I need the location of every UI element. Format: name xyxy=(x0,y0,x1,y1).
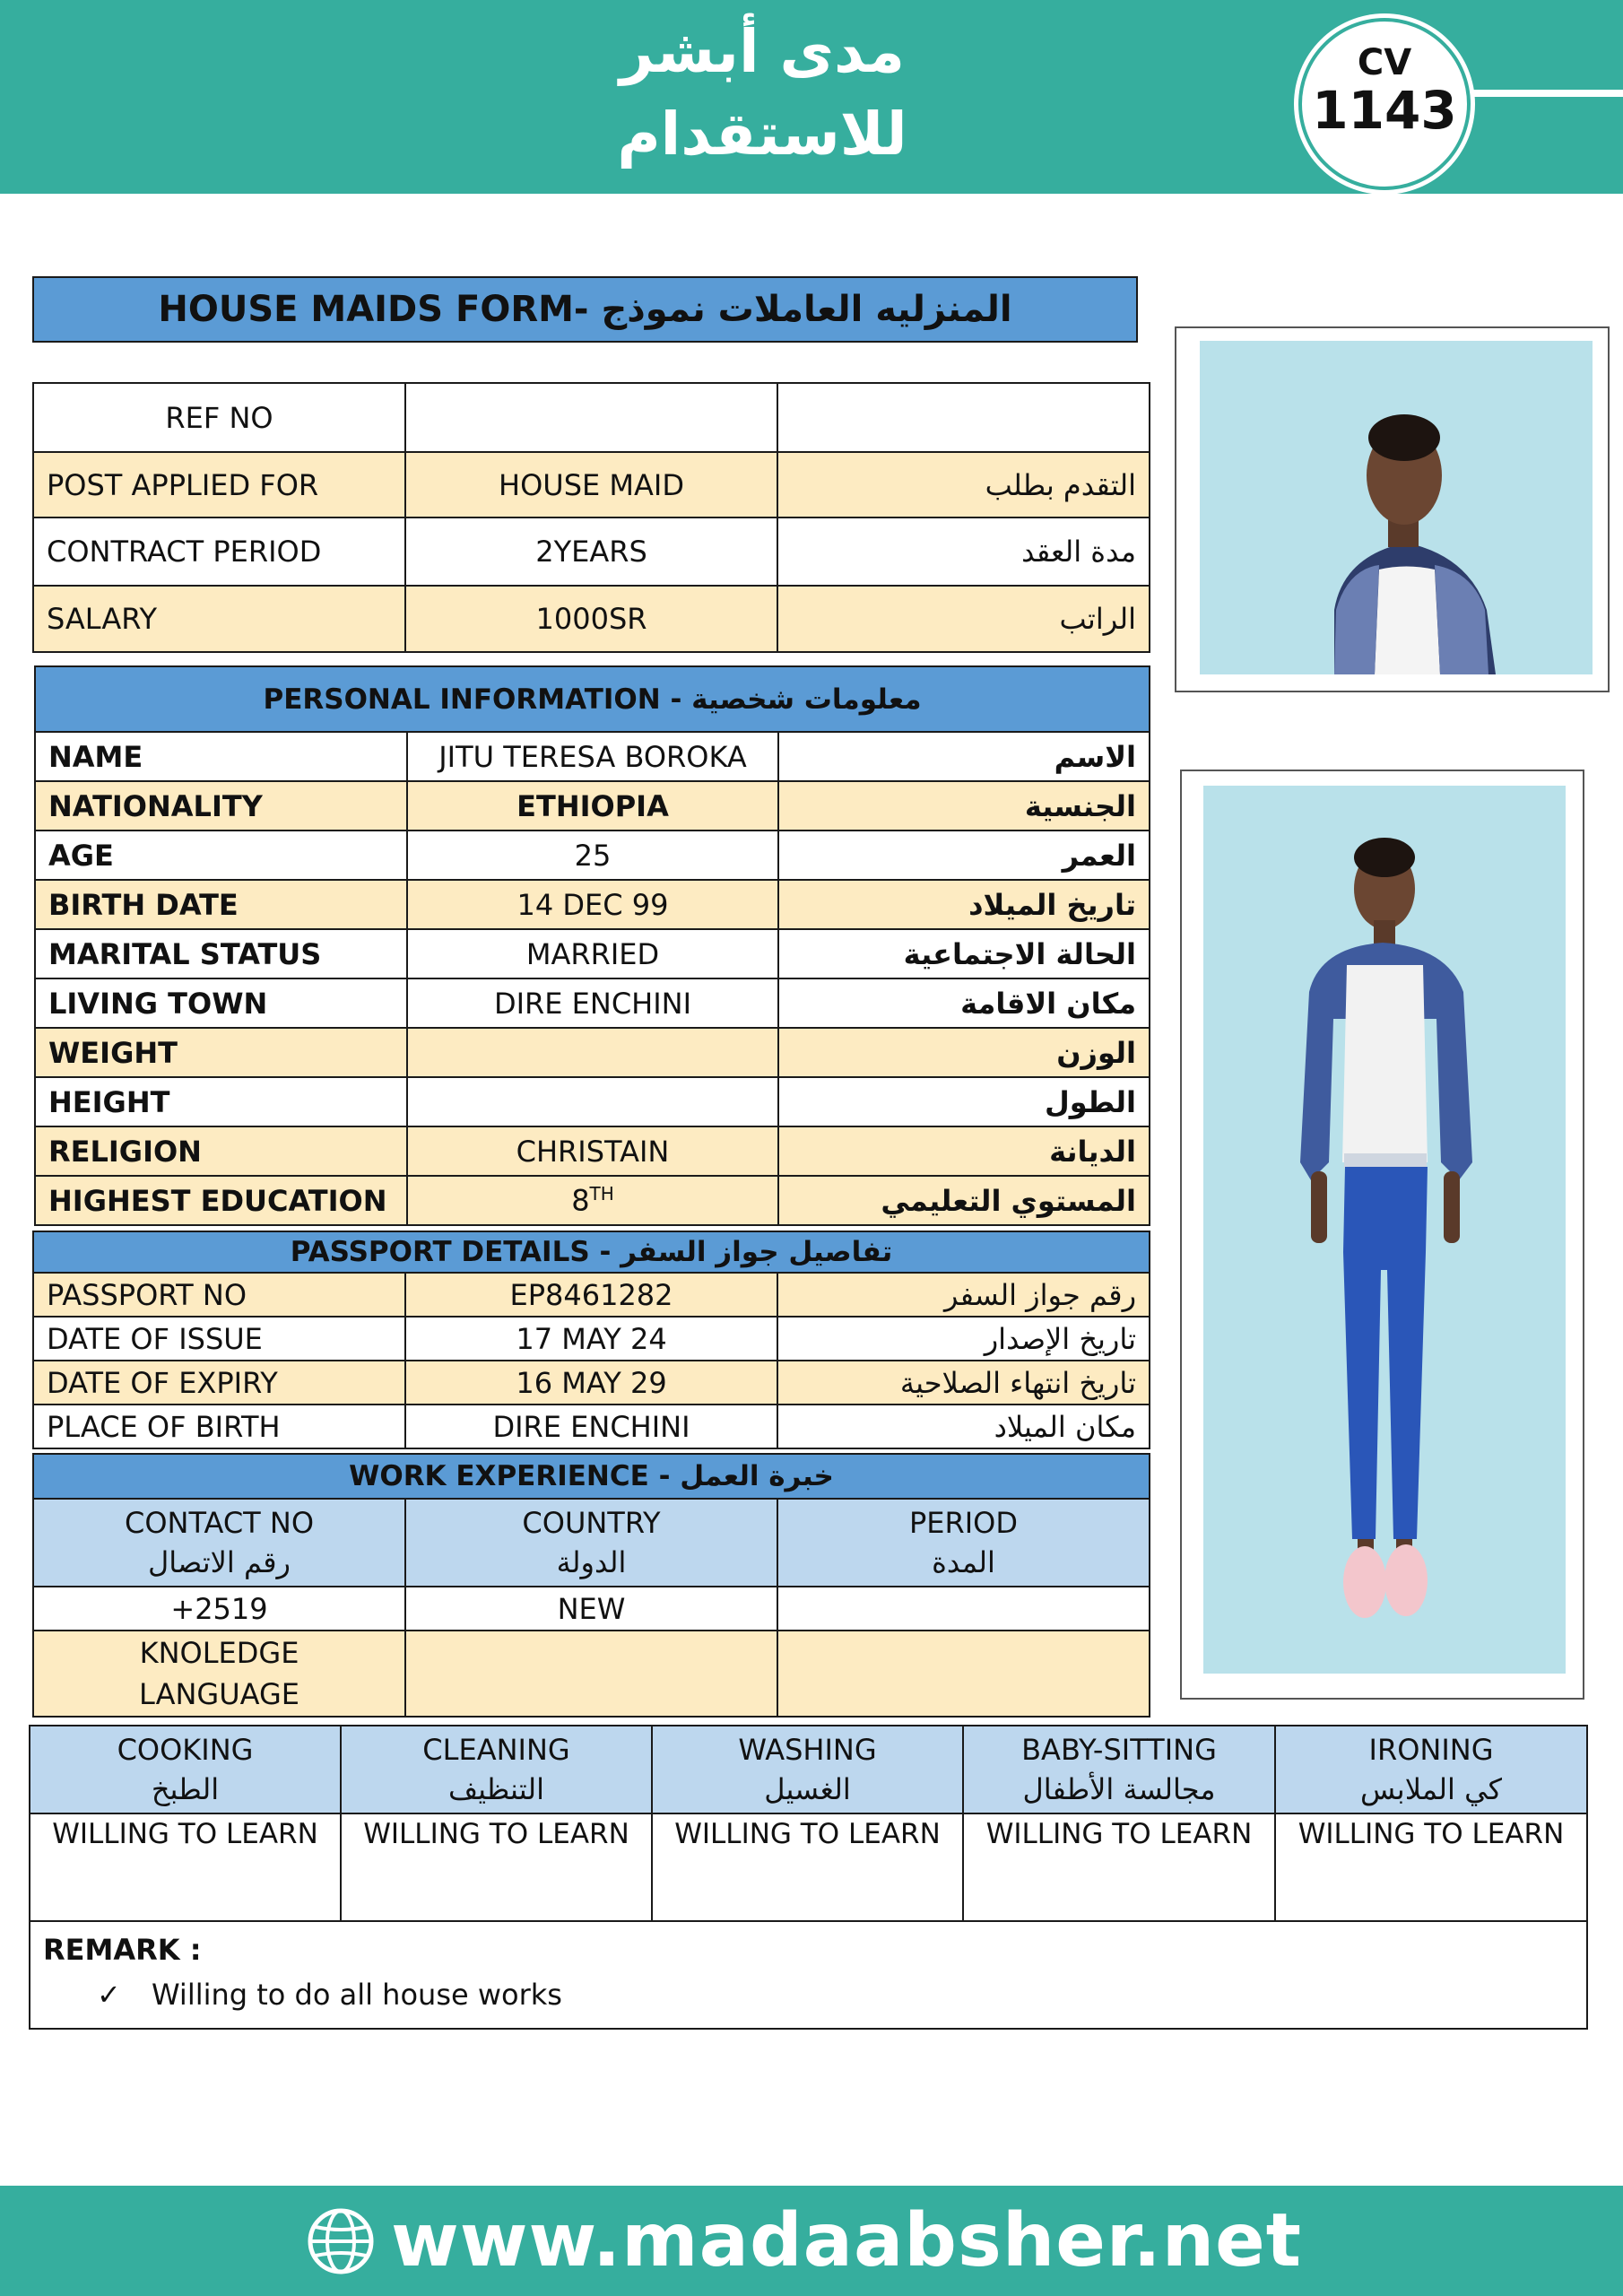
nationality-value: ETHIOPIA xyxy=(407,781,778,831)
remark-text: Willing to do all house works xyxy=(151,1978,562,2012)
skill-cleaning-ar: التنظيف xyxy=(448,1772,544,1806)
living-town-label-ar: مكان الاقامة xyxy=(778,978,1150,1028)
country-value: NEW xyxy=(405,1587,777,1631)
ref-no-label-ar xyxy=(777,383,1150,452)
skill-ironing-header xyxy=(1275,1726,1587,1813)
marital-status-label-ar: الحالة الاجتماعية xyxy=(778,929,1150,978)
skill-babysitting-ar: مجالسة الأطفال xyxy=(1022,1772,1216,1806)
date-of-issue-label: DATE OF ISSUE xyxy=(33,1317,405,1361)
education-value-number: 8 xyxy=(571,1183,590,1218)
contract-period-label-ar: مدة العقد xyxy=(777,517,1150,586)
name-label-ar: الاسم xyxy=(778,732,1150,781)
ref-no-value xyxy=(405,383,777,452)
table-row xyxy=(35,666,1150,732)
marital-status-label: MARITAL STATUS xyxy=(35,929,407,978)
skill-washing-ar: الغسيل xyxy=(764,1772,851,1806)
table-row xyxy=(35,732,1150,781)
remark-row xyxy=(30,1921,1587,2029)
salary-value: 1000SR xyxy=(405,586,777,652)
height-label: HEIGHT xyxy=(35,1077,407,1126)
name-label: NAME xyxy=(35,732,407,781)
table-row xyxy=(33,1405,1150,1448)
ref-no-label: REF NO xyxy=(33,383,405,452)
table-row xyxy=(35,781,1150,831)
contact-no-header xyxy=(33,1499,405,1587)
place-of-birth-value: DIRE ENCHINI xyxy=(405,1405,777,1448)
table-row xyxy=(33,1587,1150,1631)
skill-cooking-status: WILLING TO LEARN xyxy=(30,1813,341,1921)
date-of-expiry-value: 16 MAY 29 xyxy=(405,1361,777,1405)
date-of-issue-value: 17 MAY 24 xyxy=(405,1317,777,1361)
table-row xyxy=(35,831,1150,880)
height-value xyxy=(407,1077,778,1126)
skill-cleaning-status: WILLING TO LEARN xyxy=(341,1813,652,1921)
table-row xyxy=(33,1361,1150,1405)
table-row xyxy=(35,1028,1150,1077)
brand-line-1: مدى أبشر xyxy=(619,17,906,86)
remark-title: REMARK : xyxy=(43,1933,202,1967)
checkmark-icon: ✓ xyxy=(97,1978,121,2012)
skill-cooking-header xyxy=(30,1726,341,1813)
place-of-birth-label-ar: مكان الميلاد xyxy=(777,1405,1150,1448)
country-header-ar: الدولة xyxy=(556,1545,627,1579)
skill-washing-header xyxy=(652,1726,963,1813)
skill-ironing-en: IRONING xyxy=(1368,1733,1494,1767)
table-row xyxy=(33,1231,1150,1273)
education-label-ar: المستوي التعليمي xyxy=(778,1176,1150,1225)
living-town-value: DIRE ENCHINI xyxy=(407,978,778,1028)
religion-label-ar: الديانة xyxy=(778,1126,1150,1176)
passport-table xyxy=(32,1231,1150,1449)
cv-label: CV xyxy=(1357,42,1412,83)
table-row xyxy=(33,1273,1150,1317)
education-value xyxy=(407,1176,778,1225)
language-value xyxy=(777,1631,1150,1717)
work-experience-table xyxy=(32,1453,1150,1718)
table-row xyxy=(30,1813,1587,1921)
place-of-birth-label: PLACE OF BIRTH xyxy=(33,1405,405,1448)
skill-cleaning-header xyxy=(341,1726,652,1813)
birth-date-label: BIRTH DATE xyxy=(35,880,407,929)
full-body-photo xyxy=(1180,770,1584,1700)
application-table xyxy=(32,382,1150,653)
post-applied-value: HOUSE MAID xyxy=(405,452,777,517)
country-header-en: COUNTRY xyxy=(522,1506,661,1540)
education-value-suffix: TH xyxy=(589,1183,614,1205)
table-row xyxy=(33,1317,1150,1361)
brand-line-2: للاستقدام xyxy=(617,100,907,169)
birth-date-label-ar: تاريخ الميلاد xyxy=(778,880,1150,929)
form-title: HOUSE MAIDS FORM- المنزليه العاملات نموذج xyxy=(32,276,1138,343)
table-row xyxy=(33,517,1150,586)
table-row xyxy=(35,978,1150,1028)
knowledge-label-line1: KNOLEDGE xyxy=(139,1636,299,1670)
brand-name xyxy=(502,13,1022,178)
skill-babysitting-header xyxy=(963,1726,1275,1813)
skill-babysitting-en: BABY-SITTING xyxy=(1021,1733,1217,1767)
table-row xyxy=(35,1176,1150,1225)
table-row xyxy=(35,880,1150,929)
header-bar xyxy=(0,0,1623,194)
birth-date-value: 14 DEC 99 xyxy=(407,880,778,929)
knowledge-language-label xyxy=(33,1631,405,1717)
period-header-en: PERIOD xyxy=(908,1506,1018,1540)
passport-no-label-ar: رقم جواز السفر xyxy=(777,1273,1150,1317)
nationality-label: NATIONALITY xyxy=(35,781,407,831)
contact-no-header-en: CONTACT NO xyxy=(124,1506,315,1540)
work-experience-heading: WORK EXPERIENCE - خبرة العمل xyxy=(33,1454,1150,1499)
education-label: HIGHEST EDUCATION xyxy=(35,1176,407,1225)
skill-washing-status: WILLING TO LEARN xyxy=(652,1813,963,1921)
period-header xyxy=(777,1499,1150,1587)
weight-label: WEIGHT xyxy=(35,1028,407,1077)
skill-ironing-status: WILLING TO LEARN xyxy=(1275,1813,1587,1921)
knowledge-value xyxy=(405,1631,777,1717)
footer-bar xyxy=(0,2186,1623,2296)
weight-value xyxy=(407,1028,778,1077)
table-row xyxy=(33,1454,1150,1499)
full-body-photo-image xyxy=(1203,786,1566,1674)
person-portrait-icon xyxy=(1200,341,1593,674)
personal-info-table xyxy=(34,665,1150,1226)
passport-no-value: EP8461282 xyxy=(405,1273,777,1317)
personal-info-heading: PERSONAL INFORMATION - معلومات شخصية xyxy=(35,666,1150,732)
remark-item xyxy=(43,1972,1574,2017)
knowledge-label-line2: LANGUAGE xyxy=(139,1677,299,1711)
period-value xyxy=(777,1587,1150,1631)
age-label: AGE xyxy=(35,831,407,880)
date-of-expiry-label-ar: تاريخ انتهاء الصلاحية xyxy=(777,1361,1150,1405)
cv-number: 1143 xyxy=(1312,80,1457,141)
person-full-body-icon xyxy=(1203,786,1566,1674)
religion-label: RELIGION xyxy=(35,1126,407,1176)
contract-period-label: CONTRACT PERIOD xyxy=(33,517,405,586)
contact-no-value: +2519 xyxy=(33,1587,405,1631)
skill-washing-en: WASHING xyxy=(738,1733,877,1767)
religion-value: CHRISTAIN xyxy=(407,1126,778,1176)
skill-babysitting-status: WILLING TO LEARN xyxy=(963,1813,1275,1921)
age-value: 25 xyxy=(407,831,778,880)
post-applied-label: POST APPLIED FOR xyxy=(33,452,405,517)
date-of-issue-label-ar: تاريخ الإصدار xyxy=(777,1317,1150,1361)
contact-no-header-ar: رقم الاتصال xyxy=(147,1545,291,1579)
age-label-ar: العمر xyxy=(778,831,1150,880)
globe-icon xyxy=(305,2205,377,2277)
period-header-ar: المدة xyxy=(932,1545,995,1579)
website-link[interactable]: www.madaabsher.net xyxy=(391,2198,1302,2283)
marital-status-value: MARRIED xyxy=(407,929,778,978)
contract-period-value: 2YEARS xyxy=(405,517,777,586)
post-applied-label-ar: التقدم بطلب xyxy=(777,452,1150,517)
skills-table xyxy=(29,1725,1588,2030)
height-label-ar: الطول xyxy=(778,1077,1150,1126)
table-row xyxy=(33,383,1150,452)
passport-no-label: PASSPORT NO xyxy=(33,1273,405,1317)
table-row xyxy=(33,586,1150,652)
salary-label-ar: الراتب xyxy=(777,586,1150,652)
skill-ironing-ar: كي الملابس xyxy=(1359,1772,1502,1806)
table-row xyxy=(30,1726,1587,1813)
name-value: JITU TERESA BOROKA xyxy=(407,732,778,781)
salary-label: SALARY xyxy=(33,586,405,652)
table-row xyxy=(33,1631,1150,1717)
country-header xyxy=(405,1499,777,1587)
table-row xyxy=(35,929,1150,978)
passport-heading: PASSPORT DETAILS - تفاصيل جواز السفر xyxy=(33,1231,1150,1273)
table-row xyxy=(33,1499,1150,1587)
skill-cooking-en: COOKING xyxy=(117,1733,254,1767)
nationality-label-ar: الجنسية xyxy=(778,781,1150,831)
weight-label-ar: الوزن xyxy=(778,1028,1150,1077)
portrait-photo xyxy=(1175,326,1610,692)
table-row xyxy=(35,1126,1150,1176)
portrait-photo-image xyxy=(1200,341,1593,674)
skill-cleaning-en: CLEANING xyxy=(422,1733,570,1767)
table-row xyxy=(33,452,1150,517)
remark-cell xyxy=(30,1921,1587,2029)
living-town-label: LIVING TOWN xyxy=(35,978,407,1028)
cv-badge xyxy=(1302,22,1467,187)
table-row xyxy=(35,1077,1150,1126)
skill-cooking-ar: الطبخ xyxy=(151,1772,220,1806)
date-of-expiry-label: DATE OF EXPIRY xyxy=(33,1361,405,1405)
